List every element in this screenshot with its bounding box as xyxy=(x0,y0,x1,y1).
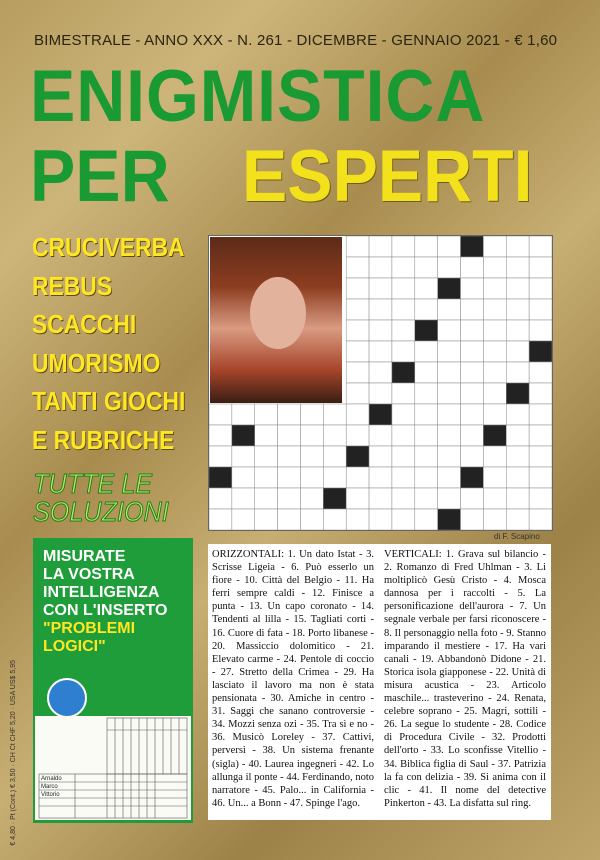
crossword-cell xyxy=(415,362,438,383)
crossword-cell xyxy=(483,299,506,320)
crossword-cell xyxy=(506,467,529,488)
crossword-cell xyxy=(369,362,392,383)
crossword-cell xyxy=(483,446,506,467)
crossword-cell xyxy=(255,446,278,467)
crossword-cell xyxy=(346,446,369,467)
crossword-cell xyxy=(506,341,529,362)
crossword-cell xyxy=(529,257,552,278)
crossword-cell xyxy=(323,509,346,530)
topic-rubriche: E RUBRICHE xyxy=(32,424,175,455)
crossword-cell xyxy=(346,320,369,341)
crossword-cell xyxy=(438,257,461,278)
logic-grid-graphic xyxy=(35,716,191,820)
crossword-cell xyxy=(323,488,346,509)
crossword-cell xyxy=(438,467,461,488)
crossword-cell xyxy=(209,404,232,425)
crossword-cell xyxy=(506,320,529,341)
title-per: PER xyxy=(30,136,170,217)
crossword-cell xyxy=(232,446,255,467)
crossword-cell xyxy=(323,446,346,467)
crossword-cell xyxy=(438,446,461,467)
crossword-cell xyxy=(415,383,438,404)
crossword-cell xyxy=(506,257,529,278)
crossword-cell xyxy=(255,509,278,530)
crossword-cell xyxy=(346,404,369,425)
crossword-cell xyxy=(483,425,506,446)
crossword-cell xyxy=(255,467,278,488)
crossword-cell xyxy=(529,425,552,446)
topic-umorismo: UMORISMO xyxy=(32,347,161,378)
crossword-cell xyxy=(415,488,438,509)
crossword-cell xyxy=(438,383,461,404)
topic-scacchi: SCACCHI xyxy=(32,309,137,339)
crossword-cell xyxy=(529,446,552,467)
crossword-cell xyxy=(392,446,415,467)
crossword-cell xyxy=(209,509,232,530)
crossword-cell xyxy=(415,257,438,278)
crossword-cell xyxy=(483,467,506,488)
crossword-cell xyxy=(392,383,415,404)
title-esperti: ESPERTI xyxy=(242,136,533,217)
logic-puzzle-preview xyxy=(35,716,191,820)
crossword-cell xyxy=(415,299,438,320)
crossword-cell xyxy=(392,278,415,299)
crossword-cell xyxy=(415,425,438,446)
crossword-cell xyxy=(415,404,438,425)
crossword-cell xyxy=(369,404,392,425)
inset-name: Arnaldo xyxy=(41,776,62,782)
topics-list xyxy=(32,228,206,459)
crossword-cell xyxy=(438,425,461,446)
crossword-cell xyxy=(232,425,255,446)
crossword-cell xyxy=(506,509,529,530)
crossword-cell xyxy=(300,509,323,530)
crossword-cell xyxy=(529,509,552,530)
crossword-cell xyxy=(461,467,484,488)
crossword-cell xyxy=(300,467,323,488)
crossword-cell xyxy=(300,404,323,425)
crossword-cell xyxy=(483,236,506,257)
crossword-cell xyxy=(506,236,529,257)
crossword-cell xyxy=(369,467,392,488)
crossword-cell xyxy=(300,446,323,467)
crossword-cell xyxy=(392,467,415,488)
crossword-cell xyxy=(369,320,392,341)
promo-line: CON L'INSERTO xyxy=(43,602,168,619)
crossword-cell xyxy=(232,467,255,488)
crossword-cell xyxy=(346,467,369,488)
crossword-cell xyxy=(461,425,484,446)
promo-line: INTELLIGENZA xyxy=(43,584,160,601)
crossword-cell xyxy=(461,362,484,383)
crossword-cell xyxy=(506,383,529,404)
crossword-cell xyxy=(392,320,415,341)
crossword-cell xyxy=(278,425,301,446)
crossword-cell xyxy=(278,488,301,509)
crossword-cell xyxy=(415,320,438,341)
crossword-cell xyxy=(369,425,392,446)
crossword-cell xyxy=(369,278,392,299)
crossword-cell xyxy=(392,236,415,257)
crossword-cell xyxy=(392,341,415,362)
crossword-cell xyxy=(483,362,506,383)
crossword-cell xyxy=(369,488,392,509)
crossword-cell xyxy=(369,446,392,467)
crossword-cell xyxy=(438,488,461,509)
face-shape xyxy=(250,277,306,349)
inset-name: Vittorio xyxy=(41,792,60,798)
crossword-cell xyxy=(483,341,506,362)
crossword-cell xyxy=(529,278,552,299)
crossword-cell xyxy=(438,236,461,257)
title-enigmistica: ENIGMISTICA xyxy=(30,56,486,137)
crossword-cell xyxy=(461,509,484,530)
crossword-cell xyxy=(461,278,484,299)
crossword-cell xyxy=(461,446,484,467)
crossword-cell xyxy=(415,467,438,488)
crossword-cell xyxy=(461,404,484,425)
crossword-cell xyxy=(438,509,461,530)
promo-line: MISURATE xyxy=(43,548,126,565)
clues-across: ORIZZONTALI: 1. Un dato Istat - 3. Scrisse Ligeia - 6. Può esserlo un fiore - 10. Città del Belgio - 11. Ha ferri sempre caldi - 12. Finisce a punta - 13. Un capo coronato - 14. Tendenti al lilla - 15. Tagliati corti - 16. Cuore di fata - 18. Porto libanese - 20. Massiccio dolomitico - 21. Elevato carme - 24. Pentole di coccio - 27. Stretto della Crimea - 29. Ha lasciato il lavoro ma non è stata pensionata - 30. Amiche in centro - 31. Saggi che sanano controversie - 34. Mozzi senza ozi - 35. Tra sì e no - 36. Musicò Loreley - 37. Cattivi, perversi - 38. Un sistema frenante (sigla) - 40. Laurea ingegneri - 42. Lo allunga il ponte - 44. Ferdinando, noto narratore - 45. Palo... in California - 46. Un... a Bonn - 47. Spinge l'ago. xyxy=(212,549,374,809)
promo-text xyxy=(43,548,167,656)
crossword-cell xyxy=(300,425,323,446)
crossword-cell xyxy=(506,488,529,509)
crossword-cell xyxy=(209,446,232,467)
crossword-cell xyxy=(415,236,438,257)
crossword-cell xyxy=(506,446,529,467)
crossword-cell xyxy=(346,425,369,446)
crossword-cell xyxy=(209,467,232,488)
promo-box xyxy=(33,538,193,823)
crossword-cell xyxy=(483,320,506,341)
crossword-cell xyxy=(438,362,461,383)
crossword-cell xyxy=(232,404,255,425)
crossword-cell xyxy=(232,488,255,509)
crossword-cell xyxy=(529,341,552,362)
crossword-cell xyxy=(415,509,438,530)
solutions-line2: SOLUZIONI xyxy=(33,496,169,527)
crossword-cell xyxy=(392,509,415,530)
solutions-line1: TUTTE LE xyxy=(33,468,153,499)
crossword-cell xyxy=(529,362,552,383)
crossword-cell xyxy=(506,404,529,425)
clues-down: VERTICALI: 1. Grava sul bilancio - 2. Romanzo di Fred Uhlman - 3. Li moltiplicò Gesù Cristo - 4. Mosca dannosa per i raccolti - 5. La personificazione dell'aurora - 7. Un segnale verbale per farsi riconoscere - 8. Il personaggio nella foto - 9. Stanno imparando il mestiere - 17. Ha vari canali - 19. Abbandonò Didone - 21. Storica isola giapponese - 22. Unità di misura acustica - 23. Articolo maschile... trasteverino - 24. Renata, celebre soprano - 25. Magri, sottili - 26. La segue lo studente - 28. Codice di Procedura Civile - 32. Prodotti dell'orto - 33. Lo sconfisse Vitellio - 34. Biblica figlia di Saul - 37. Patrizia la fa con delizia - 39. Si anima con il clic - 41. Il nome del detective Pinkerton - 43. La disfatta sul ring. xyxy=(384,549,546,809)
crossword-cell xyxy=(483,278,506,299)
crossword-cell xyxy=(346,362,369,383)
crossword-cell xyxy=(392,257,415,278)
topic-cruciverba: CRUCIVERBA xyxy=(32,232,185,262)
crossword-cell xyxy=(529,299,552,320)
crossword-cell xyxy=(506,278,529,299)
crossword-cell xyxy=(461,257,484,278)
crossword-cell xyxy=(392,404,415,425)
crossword-cell xyxy=(255,425,278,446)
author-credit: di F. Scapino xyxy=(494,532,540,541)
inset-name: Marco xyxy=(41,784,58,790)
clues-panel xyxy=(208,544,551,820)
crossword-cell xyxy=(438,404,461,425)
crossword-cell xyxy=(209,425,232,446)
crossword-cell xyxy=(392,362,415,383)
promo-line-highlight: LOGICI" xyxy=(43,638,106,655)
crossword-cell xyxy=(506,299,529,320)
crossword-cell xyxy=(461,236,484,257)
crossword-cell xyxy=(278,509,301,530)
crossword-cell xyxy=(232,509,255,530)
crossword-cell xyxy=(323,425,346,446)
topic-rebus: REBUS xyxy=(32,270,113,301)
issue-line: BIMESTRALE - ANNO XXX - N. 261 - DICEMBRE - GENNAIO 2021 - € 1,60 xyxy=(34,32,558,49)
crossword-cell xyxy=(278,446,301,467)
crossword-cell xyxy=(438,341,461,362)
crossword-cell xyxy=(461,299,484,320)
crossword-cell xyxy=(369,299,392,320)
crossword-cell xyxy=(346,257,369,278)
crossword-cell xyxy=(506,362,529,383)
crossword-cell xyxy=(415,446,438,467)
crossword-cell xyxy=(529,404,552,425)
crossword-cell xyxy=(369,341,392,362)
crossword-cell xyxy=(346,299,369,320)
crossword-cell xyxy=(392,299,415,320)
crossword-cell xyxy=(483,404,506,425)
crossword-cell xyxy=(346,341,369,362)
crossword-cell xyxy=(438,278,461,299)
crossword-cell xyxy=(483,509,506,530)
crossword-cell xyxy=(483,488,506,509)
crossword-cell xyxy=(300,488,323,509)
crossword-cell xyxy=(461,488,484,509)
crossword-cell xyxy=(369,236,392,257)
crossword-cell xyxy=(506,425,529,446)
crossword-cell xyxy=(529,383,552,404)
promo-line: LA VOSTRA xyxy=(43,566,135,583)
crossword-cell xyxy=(369,509,392,530)
crossword-cell xyxy=(483,257,506,278)
crossword-cell xyxy=(529,488,552,509)
crossword-cell xyxy=(346,383,369,404)
crossword-cell xyxy=(415,341,438,362)
crossword-cell xyxy=(278,404,301,425)
crossword-cell xyxy=(438,320,461,341)
crossword-cell xyxy=(255,488,278,509)
celebrity-photo xyxy=(210,237,342,403)
crossword-cell xyxy=(346,236,369,257)
crossword-cell xyxy=(415,278,438,299)
crossword-cell xyxy=(369,383,392,404)
crossword-cell xyxy=(209,488,232,509)
crossword-cell xyxy=(461,320,484,341)
crossword-cell xyxy=(461,341,484,362)
crossword-cell xyxy=(346,278,369,299)
crossword-cell xyxy=(529,320,552,341)
crossword-cell xyxy=(483,383,506,404)
crossword-cell xyxy=(323,404,346,425)
topic-tanti-giochi: TANTI GIOCHI xyxy=(32,386,186,416)
crossword-cell xyxy=(392,425,415,446)
crossword-cell xyxy=(346,488,369,509)
crossword-cell xyxy=(529,467,552,488)
solutions-text xyxy=(33,470,169,526)
crossword-cell xyxy=(392,488,415,509)
crossword-cell xyxy=(461,383,484,404)
crossword-cell xyxy=(278,467,301,488)
crossword-cell xyxy=(529,236,552,257)
price-strip: € 4,80 · Pt (Cont.) € 3,50 · CH Ct CHF 5,20 · USA US$ 5,95 xyxy=(10,660,17,846)
crossword-cell xyxy=(255,404,278,425)
crossword-cell xyxy=(438,299,461,320)
crossword-cell xyxy=(323,467,346,488)
crossword-cell xyxy=(369,257,392,278)
publisher-logo-icon xyxy=(47,678,87,718)
promo-line-highlight: "PROBLEMI xyxy=(43,620,136,637)
crossword-cell xyxy=(346,509,369,530)
